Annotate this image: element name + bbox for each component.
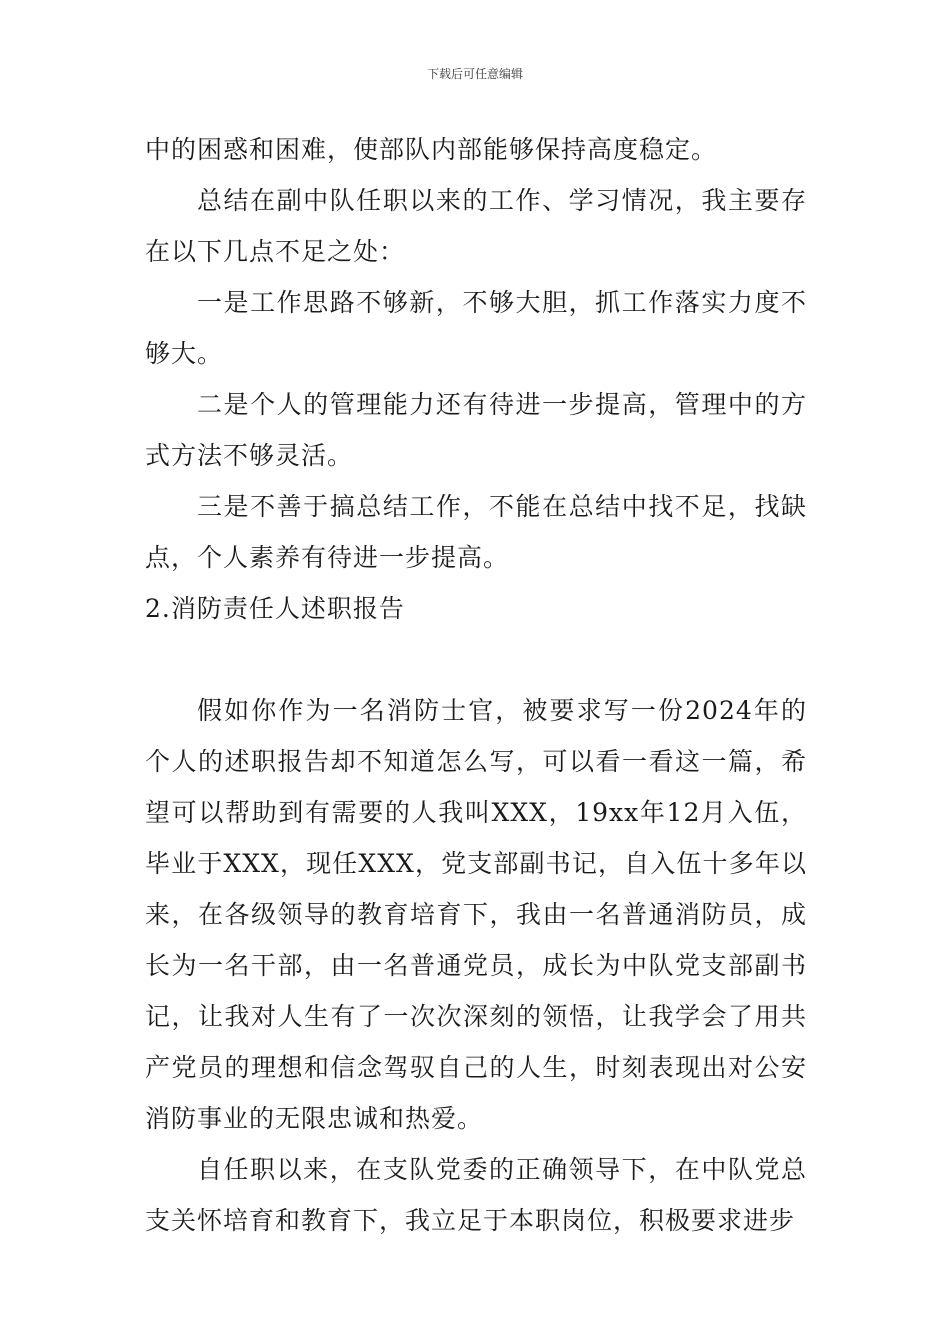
paragraph: 中的困惑和困难，使部队内部能够保持高度稳定。 xyxy=(145,135,718,164)
paragraph: 自任职以来，在支队党委的正确领导下，在中队党总支关怀培育和教育下，我立足于本职岗位，积极要求进步 xyxy=(145,1155,807,1235)
blank-line xyxy=(145,634,807,685)
paragraph: 假如你作为一名消防士官，被要求写一份2024年的个人的述职报告却不知道怎么写，可以看一看这一篇，希望可以帮助到有需要的人我叫XXX，19xx年12月入伍，毕业于XXX，现任XXX，党支部副书记，自入伍十多年以来，在各级领导的教育培育下，我由一名普通消防员，成长为一名干部，由一名普通党员，成长为中队党支部副书记，让我对人生有了一次次深刻的领悟，让我学会了用共产党员的理想和信念驾驭自己的人生，时刻表现出对公安消防事业的无限忠诚和热爱。 xyxy=(145,696,807,1133)
page-header-note: 下载后可任意编辑 xyxy=(426,67,523,81)
paragraph: 总结在副中队任职以来的工作、学习情况，我主要存在以下几点不足之处： xyxy=(145,186,807,266)
section-heading: 2.消防责任人述职报告 xyxy=(145,594,405,623)
paragraph: 二是个人的管理能力还有待进一步提高，管理中的方式方法不够灵活。 xyxy=(145,390,807,470)
paragraph: 三是不善于搞总结工作，不能在总结中找不足，找缺点，个人素养有待进一步提高。 xyxy=(145,492,807,572)
document-body xyxy=(145,124,807,1246)
paragraph: 一是工作思路不够新，不够大胆，抓工作落实力度不够大。 xyxy=(145,288,807,368)
